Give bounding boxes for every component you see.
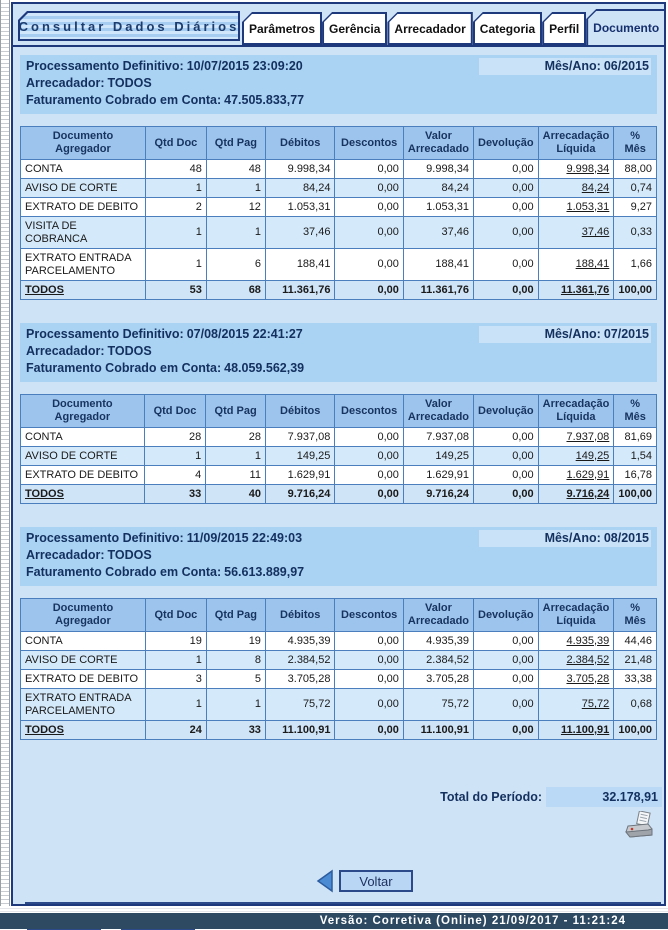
table-cell xyxy=(538,721,614,740)
table-cell: 1.053,31 xyxy=(403,198,473,217)
table-cell: 9.998,34 xyxy=(403,160,473,179)
table-total-row xyxy=(21,721,657,740)
table-cell xyxy=(538,447,614,466)
month-section xyxy=(20,55,657,300)
page-title-label: Consultar Dados Diários xyxy=(18,18,240,34)
version-text: Versão: Corretiva (Online) 21/09/2017 - 11:21:24 xyxy=(319,915,626,927)
table-row xyxy=(21,466,657,485)
document-table xyxy=(20,126,657,300)
tab-label: Perfil xyxy=(549,21,580,36)
table-total-row xyxy=(21,281,657,300)
table-cell: 28 xyxy=(144,428,206,447)
column-header: Arrecadação Líquida xyxy=(538,395,614,428)
column-header: Valor Arrecadado xyxy=(403,127,473,160)
arrecadacao-liquida-link[interactable]: 37,46 xyxy=(581,226,610,238)
processamento-value: 11/09/2015 22:49:03 xyxy=(186,531,303,545)
tab-categoria[interactable] xyxy=(473,12,542,45)
print-row xyxy=(13,811,664,839)
table-cell: 6 xyxy=(206,249,265,281)
arrecadacao-liquida-link[interactable]: 84,24 xyxy=(581,181,610,194)
arrecadacao-liquida-link[interactable]: 1.053,31 xyxy=(566,200,610,213)
table-cell: 5 xyxy=(206,670,265,689)
column-header: Valor Arrecadado xyxy=(403,395,473,428)
table-cell: 81,69 xyxy=(614,428,657,447)
header-row xyxy=(13,4,664,47)
table-cell: 0,00 xyxy=(335,217,403,249)
table-cell: 0,00 xyxy=(474,447,539,466)
table-cell xyxy=(538,651,614,670)
table-cell: CONTA xyxy=(21,632,146,651)
table-cell: 1 xyxy=(206,447,266,466)
table-cell: 2.384,52 xyxy=(265,651,335,670)
arrecadacao-liquida-link[interactable]: 7.937,08 xyxy=(566,430,610,443)
table-cell xyxy=(538,428,614,447)
table-cell: 0,00 xyxy=(474,485,539,504)
table-cell: 0,00 xyxy=(474,466,539,485)
table-cell: 2.384,52 xyxy=(403,651,473,670)
faturamento-label: Faturamento Cobrado em Conta: xyxy=(26,93,222,107)
table-row xyxy=(21,447,657,466)
total-period-label: Total do Período: xyxy=(440,790,542,804)
table-cell: 75,72 xyxy=(265,689,335,721)
table-cell: 88,00 xyxy=(614,160,657,179)
table-cell: CONTA xyxy=(21,428,145,447)
table-cell: 0,00 xyxy=(474,689,539,721)
arrecadador-value: TODOS xyxy=(107,548,152,562)
printer-icon[interactable] xyxy=(624,811,654,839)
arrecadacao-liquida-link[interactable]: 11.100,91 xyxy=(560,723,610,736)
table-cell: 1 xyxy=(144,447,206,466)
table-cell xyxy=(21,485,145,504)
table-cell xyxy=(538,217,614,249)
table-cell xyxy=(538,160,614,179)
total-period-value: 32.178,91 xyxy=(546,787,662,807)
table-cell: 149,25 xyxy=(265,447,334,466)
table-cell: 0,00 xyxy=(474,160,539,179)
table-cell: 0,00 xyxy=(474,249,539,281)
faturamento-value: 48.059.562,39 xyxy=(224,361,305,375)
column-header: Qtd Doc xyxy=(145,127,206,160)
mes-ano xyxy=(479,530,651,547)
table-cell: 188,41 xyxy=(265,249,335,281)
table-cell xyxy=(538,670,614,689)
table-cell: 28 xyxy=(206,428,266,447)
mes-ano xyxy=(479,326,651,343)
table-cell xyxy=(538,249,614,281)
table-row xyxy=(21,217,657,249)
table-cell: 3 xyxy=(145,670,206,689)
table-cell xyxy=(21,721,146,740)
table-cell: 9,27 xyxy=(614,198,657,217)
back-arrow-icon[interactable] xyxy=(316,869,334,893)
table-cell: 24 xyxy=(145,721,206,740)
table-cell: 0,00 xyxy=(474,721,539,740)
table-cell: 84,24 xyxy=(265,179,335,198)
table-cell: 11.361,76 xyxy=(403,281,473,300)
column-header: Débitos xyxy=(265,599,335,632)
table-cell: 0,00 xyxy=(335,428,403,447)
section-info-panel xyxy=(20,527,657,586)
table-cell: 12 xyxy=(206,198,265,217)
tab-documento[interactable] xyxy=(586,9,666,47)
table-cell: EXTRATO DE DEBITO xyxy=(21,670,146,689)
table-cell: 0,00 xyxy=(335,198,403,217)
table-header-row xyxy=(21,395,657,428)
table-cell: 7.937,08 xyxy=(403,428,473,447)
page-title xyxy=(18,11,240,41)
table-cell: 11.100,91 xyxy=(265,721,335,740)
table-cell: 68 xyxy=(206,281,265,300)
table-cell: 0,00 xyxy=(474,651,539,670)
table-total-row xyxy=(21,485,657,504)
table-cell: 16,78 xyxy=(614,466,657,485)
arrecadador-value: TODOS xyxy=(107,344,152,358)
table-cell: 33,38 xyxy=(614,670,657,689)
table-cell: 3.705,28 xyxy=(403,670,473,689)
mes-ano-value: 08/2015 xyxy=(603,531,649,545)
status-bar xyxy=(0,913,668,929)
column-header: Valor Arrecadado xyxy=(403,599,473,632)
month-section xyxy=(20,527,657,740)
faturamento-label: Faturamento Cobrado em Conta: xyxy=(26,565,222,579)
arrecadacao-liquida-link[interactable]: 149,25 xyxy=(575,449,610,462)
mes-ano-label: Mês/Ano: xyxy=(544,59,601,73)
table-cell: 0,00 xyxy=(335,670,403,689)
table-cell: 1 xyxy=(206,689,265,721)
document-table xyxy=(20,394,657,504)
table-cell: 11 xyxy=(206,466,266,485)
column-header: Qtd Pag xyxy=(206,127,265,160)
todos-link[interactable]: TODOS xyxy=(25,723,64,736)
column-header: Documento Agregador xyxy=(21,599,146,632)
section-info-panel xyxy=(20,323,657,382)
column-header: Descontos xyxy=(335,395,403,428)
table-cell: EXTRATO DE DEBITO xyxy=(21,466,145,485)
processamento-value: 10/07/2015 23:09:20 xyxy=(186,59,303,73)
table-cell: 48 xyxy=(206,160,265,179)
table-cell: 1 xyxy=(145,689,206,721)
tab-label: Parâmetros xyxy=(249,21,316,36)
mes-ano xyxy=(479,58,651,75)
footer-separator xyxy=(25,902,661,904)
column-header: % Mês xyxy=(614,127,657,160)
table-cell: 0,00 xyxy=(474,428,539,447)
column-header: Devolução xyxy=(474,127,539,160)
table-cell: 1 xyxy=(145,217,206,249)
table-cell: 48 xyxy=(145,160,206,179)
table-cell: 37,46 xyxy=(403,217,473,249)
table-cell: VISITA DE COBRANCA xyxy=(21,217,146,249)
table-cell: 0,00 xyxy=(474,217,539,249)
table-cell: 33 xyxy=(206,721,265,740)
table-cell: 0,00 xyxy=(335,281,403,300)
left-frame-decoration xyxy=(0,0,10,906)
column-header: Arrecadação Líquida xyxy=(538,599,614,632)
tab-gerencia[interactable] xyxy=(322,12,387,45)
faturamento-value: 47.505.833,77 xyxy=(224,93,305,107)
table-header-row xyxy=(21,127,657,160)
table-cell: AVISO DE CORTE xyxy=(21,447,145,466)
table-cell: 44,46 xyxy=(614,632,657,651)
table-cell: 1.629,91 xyxy=(403,466,473,485)
arrecadacao-liquida-link[interactable]: 4.935,39 xyxy=(566,634,610,647)
table-cell: 0,00 xyxy=(474,670,539,689)
column-header: Débitos xyxy=(265,127,335,160)
table-cell: EXTRATO ENTRADA PARCELAMENTO xyxy=(21,249,146,281)
table-cell: 4.935,39 xyxy=(265,632,335,651)
mes-ano-label: Mês/Ano: xyxy=(544,531,601,545)
main-window xyxy=(11,2,666,906)
faturamento-value: 56.613.889,97 xyxy=(224,565,305,579)
table-cell: 0,00 xyxy=(335,721,403,740)
table-row xyxy=(21,179,657,198)
processamento-label: Processamento Definitivo: xyxy=(26,531,184,545)
table-cell: 4 xyxy=(144,466,206,485)
tab-label: Gerência xyxy=(329,21,381,36)
bottom-gap-stripes xyxy=(0,906,668,913)
tab-label: Arrecadador xyxy=(394,21,466,36)
table-cell: 0,00 xyxy=(335,179,403,198)
mid-back-row xyxy=(13,869,664,893)
arrecadacao-liquida-link[interactable]: 11.361,76 xyxy=(560,283,610,296)
table-cell: 0,00 xyxy=(335,466,403,485)
table-cell: 0,33 xyxy=(614,217,657,249)
mes-ano-value: 06/2015 xyxy=(603,59,649,73)
table-cell: 4.935,39 xyxy=(403,632,473,651)
table-row xyxy=(21,632,657,651)
table-cell xyxy=(538,466,614,485)
column-header: Documento Agregador xyxy=(21,395,145,428)
table-cell xyxy=(538,689,614,721)
column-header: % Mês xyxy=(614,395,657,428)
table-cell: 0,00 xyxy=(474,198,539,217)
arrecadacao-liquida-link[interactable]: 75,72 xyxy=(581,698,610,710)
table-cell: 0,00 xyxy=(335,651,403,670)
table-row xyxy=(21,249,657,281)
table-header-row xyxy=(21,599,657,632)
table-cell: 0,00 xyxy=(474,281,539,300)
month-section xyxy=(20,323,657,504)
todos-link[interactable]: TODOS xyxy=(25,283,64,296)
arrecadador-value: TODOS xyxy=(107,76,152,90)
mes-ano-label: Mês/Ano: xyxy=(544,327,601,341)
table-cell: 100,00 xyxy=(614,485,657,504)
table-cell xyxy=(538,281,614,300)
processamento-label: Processamento Definitivo: xyxy=(26,327,184,341)
total-period-row xyxy=(13,787,664,807)
table-cell: 0,00 xyxy=(335,485,403,504)
table-cell: 188,41 xyxy=(403,249,473,281)
table-cell: 9.716,24 xyxy=(265,485,334,504)
table-cell: 9.998,34 xyxy=(265,160,335,179)
table-cell: 100,00 xyxy=(614,281,657,300)
table-cell: 0,00 xyxy=(335,249,403,281)
table-cell: 8 xyxy=(206,651,265,670)
table-cell xyxy=(538,179,614,198)
column-header: Devolução xyxy=(474,599,539,632)
table-cell: 0,00 xyxy=(474,179,539,198)
table-cell: 33 xyxy=(144,485,206,504)
tab-label: Documento xyxy=(593,21,660,35)
table-cell: 0,00 xyxy=(335,632,403,651)
table-cell: 3.705,28 xyxy=(265,670,335,689)
table-cell: 84,24 xyxy=(403,179,473,198)
table-cell: AVISO DE CORTE xyxy=(21,179,146,198)
processamento-label: Processamento Definitivo: xyxy=(26,59,184,73)
table-row xyxy=(21,160,657,179)
tab-bar xyxy=(242,9,666,45)
mes-ano-value: 07/2015 xyxy=(603,327,649,341)
arrecadacao-liquida-link[interactable]: 188,41 xyxy=(575,258,610,270)
table-cell: 40 xyxy=(206,485,266,504)
table-cell: 11.100,91 xyxy=(403,721,473,740)
table-cell: AVISO DE CORTE xyxy=(21,651,146,670)
column-header: Arrecadação Líquida xyxy=(538,127,614,160)
content-area xyxy=(13,47,664,740)
column-header: Qtd Doc xyxy=(145,599,206,632)
table-cell: 149,25 xyxy=(403,447,473,466)
arrecadacao-liquida-link[interactable]: 3.705,28 xyxy=(566,672,610,685)
table-cell: 1 xyxy=(145,249,206,281)
tab-parametros[interactable] xyxy=(242,12,322,45)
table-cell: 0,00 xyxy=(335,447,403,466)
table-cell: 1.053,31 xyxy=(265,198,335,217)
column-header: Descontos xyxy=(335,127,403,160)
arrecadador-label: Arrecadador: xyxy=(26,344,105,358)
arrecadacao-liquida-link[interactable]: 9.998,34 xyxy=(566,162,610,175)
processamento-value: 07/08/2015 22:41:27 xyxy=(186,327,303,341)
table-cell: 53 xyxy=(145,281,206,300)
table-row xyxy=(21,428,657,447)
tab-arrecadador[interactable] xyxy=(387,12,472,45)
table-cell xyxy=(21,281,146,300)
table-row xyxy=(21,651,657,670)
table-cell: 0,00 xyxy=(335,689,403,721)
table-cell: 0,00 xyxy=(474,632,539,651)
column-header: Documento Agregador xyxy=(21,127,146,160)
column-header: Débitos xyxy=(265,395,334,428)
table-cell: 19 xyxy=(206,632,265,651)
arrecadador-label: Arrecadador: xyxy=(26,76,105,90)
table-cell xyxy=(538,485,614,504)
tab-label: Categoria xyxy=(479,21,536,36)
table-cell: CONTA xyxy=(21,160,146,179)
tab-perfil[interactable] xyxy=(542,12,586,45)
table-cell xyxy=(538,632,614,651)
table-row xyxy=(21,670,657,689)
table-cell: 1,66 xyxy=(614,249,657,281)
document-table xyxy=(20,598,657,740)
faturamento-label: Faturamento Cobrado em Conta: xyxy=(26,361,222,375)
table-cell: 75,72 xyxy=(403,689,473,721)
arrecadacao-liquida-link[interactable]: 9.716,24 xyxy=(566,487,610,500)
table-cell: 21,48 xyxy=(614,651,657,670)
column-header: % Mês xyxy=(614,599,657,632)
todos-link[interactable]: TODOS xyxy=(25,487,64,500)
column-header: Qtd Pag xyxy=(206,395,266,428)
column-header: Descontos xyxy=(335,599,403,632)
table-cell: 37,46 xyxy=(265,217,335,249)
table-cell: EXTRATO DE DEBITO xyxy=(21,198,146,217)
table-cell: 1 xyxy=(206,217,265,249)
table-cell xyxy=(538,198,614,217)
column-header: Qtd Doc xyxy=(144,395,206,428)
arrecadacao-liquida-link[interactable]: 1.629,91 xyxy=(566,468,610,481)
column-header: Qtd Pag xyxy=(206,599,265,632)
table-row xyxy=(21,689,657,721)
table-cell: 1.629,91 xyxy=(265,466,334,485)
column-header: Devolução xyxy=(474,395,539,428)
table-cell: 7.937,08 xyxy=(265,428,334,447)
mid-voltar-button[interactable]: Voltar xyxy=(339,870,413,892)
table-cell: 1 xyxy=(145,651,206,670)
table-cell: 0,00 xyxy=(335,160,403,179)
table-cell: 0,74 xyxy=(614,179,657,198)
table-cell: 2 xyxy=(145,198,206,217)
table-cell: 11.361,76 xyxy=(265,281,335,300)
arrecadacao-liquida-link[interactable]: 2.384,52 xyxy=(566,653,610,666)
table-cell: 1 xyxy=(206,179,265,198)
table-cell: 1 xyxy=(145,179,206,198)
table-cell: 1,54 xyxy=(614,447,657,466)
table-cell: EXTRATO ENTRADA PARCELAMENTO xyxy=(21,689,146,721)
table-cell: 9.716,24 xyxy=(403,485,473,504)
arrecadador-label: Arrecadador: xyxy=(26,548,105,562)
table-cell: 19 xyxy=(145,632,206,651)
section-info-panel xyxy=(20,55,657,114)
table-cell: 100,00 xyxy=(614,721,657,740)
table-cell: 0,68 xyxy=(614,689,657,721)
table-row xyxy=(21,198,657,217)
